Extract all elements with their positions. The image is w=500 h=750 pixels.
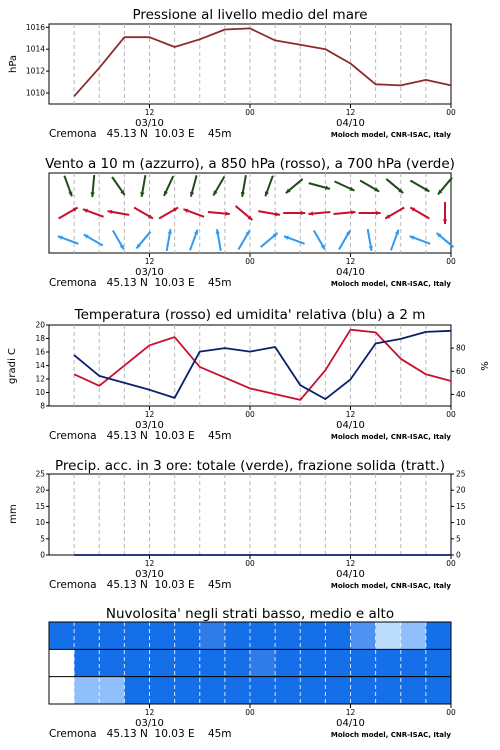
y2-tick-label: 20 [456, 485, 466, 495]
cloud-cell [200, 622, 226, 649]
cloud-cell [175, 649, 201, 676]
wind-arrow-head [83, 209, 88, 213]
wind-arrow-head [351, 210, 356, 214]
date-label: 04/10 [336, 267, 365, 278]
x-ticks [135, 253, 456, 278]
cloud-cell [426, 622, 452, 649]
model-label: Moloch model, CNR-ISAC, Italy [330, 131, 451, 139]
y-ticks [35, 470, 49, 560]
cloud-cell [325, 677, 351, 704]
date-label: 04/10 [336, 718, 365, 729]
plot-area [49, 474, 451, 555]
cloud-cell [49, 677, 75, 704]
humidity-line [74, 331, 451, 399]
y-tick-label: 12 [35, 374, 45, 384]
cloud-cell [376, 649, 402, 676]
y2-ticks [451, 470, 466, 560]
wind-arrow-head [183, 209, 188, 213]
y2-tick-label: 0 [456, 550, 461, 560]
wind-arrow [216, 229, 221, 251]
cloud-cell [150, 677, 176, 704]
cloud-cell [376, 622, 402, 649]
cloud-cell [49, 622, 75, 649]
location-label: Cremona 45.13 N 10.03 E 45m [49, 579, 232, 591]
wind-arrow-head [91, 192, 95, 197]
wind-arrow [208, 211, 230, 215]
cloud-cell [74, 649, 100, 676]
cloud-cell [426, 649, 452, 676]
wind-arrow-head [301, 211, 306, 215]
date-label: 04/10 [336, 569, 365, 580]
wind-arrow [59, 208, 78, 219]
cloud-cell [74, 622, 100, 649]
y-tick-label: 1012 [25, 66, 45, 76]
wind-arrow-head [225, 211, 230, 215]
model-label: Moloch model, CNR-ISAC, Italy [330, 433, 451, 441]
wind-arrow [84, 235, 103, 246]
wind-panel [45, 156, 456, 289]
cloud-cell [325, 649, 351, 676]
wind-arrow [265, 176, 273, 197]
wind-arrow [91, 175, 95, 197]
y2-tick-label: 25 [456, 469, 466, 479]
cloud-cell [426, 677, 452, 704]
wind-arrow [334, 210, 356, 214]
wind-arrow [391, 230, 399, 251]
cloud-cells [49, 622, 452, 704]
plot-area [49, 24, 451, 104]
x-tick-label: 00 [446, 708, 456, 717]
wind-arrow [213, 176, 224, 195]
grid [74, 24, 426, 104]
wind-vectors [58, 175, 454, 251]
x-tick-label: 12 [345, 410, 356, 419]
location-label: Cremona 45.13 N 10.03 E 45m [49, 128, 232, 140]
x-tick-label: 12 [144, 108, 155, 117]
wind-arrow [164, 176, 173, 196]
cloud-cell [225, 649, 251, 676]
date-label: 03/10 [135, 118, 164, 129]
wind-arrow [108, 210, 130, 215]
x-tick-label: 12 [345, 559, 356, 568]
grid [74, 474, 426, 555]
wind-arrow [258, 211, 280, 216]
date-label: 03/10 [135, 267, 164, 278]
cloud-cell [300, 622, 326, 649]
x-tick-label: 00 [446, 108, 456, 117]
cloud-cell [250, 622, 276, 649]
cloud-cell [300, 677, 326, 704]
cloud-cell [250, 649, 276, 676]
wind-arrow [183, 209, 204, 217]
y2-ticks [451, 344, 466, 399]
y-tick-label: 1010 [25, 88, 45, 98]
y-axis-label: mm [8, 504, 19, 524]
location-label: Cremona 45.13 N 10.03 E 45m [49, 728, 232, 740]
series [74, 28, 451, 96]
chart-title: Precip. acc. in 3 ore: totale (verde), frazione solida (tratt.) [55, 458, 445, 474]
cloud-cell [200, 677, 226, 704]
cloud-cell [275, 677, 301, 704]
x-ticks [135, 406, 456, 431]
date-label: 04/10 [336, 118, 365, 129]
wind-arrow [190, 230, 198, 251]
wind-arrow [309, 183, 330, 190]
pressure-panel [8, 7, 456, 140]
cloud-cell [200, 649, 226, 676]
wind-arrow [314, 230, 325, 249]
y-axis-label: hPa [8, 54, 19, 74]
wind-arrow-head [284, 236, 289, 240]
cloud-cell [401, 649, 427, 676]
y2-tick-label: 10 [456, 518, 466, 528]
wind-arrow [239, 230, 250, 249]
wind-arrow-head [443, 219, 447, 224]
wind-arrow [339, 230, 350, 249]
y-ticks [26, 23, 49, 98]
date-label: 03/10 [135, 569, 164, 580]
grid [74, 325, 426, 406]
x-tick-label: 00 [245, 559, 255, 568]
cloud-cover-panel [49, 606, 456, 740]
wind-arrow [64, 176, 72, 197]
wind-arrow [159, 208, 178, 219]
cloud-cell [124, 622, 150, 649]
cloud-cell [325, 622, 351, 649]
wind-arrow [410, 181, 429, 192]
wind-arrow [359, 211, 381, 215]
wind-arrow-head [410, 236, 415, 240]
model-label: Moloch model, CNR-ISAC, Italy [330, 582, 451, 590]
x-tick-label: 12 [144, 410, 155, 419]
wind-arrow [136, 232, 150, 249]
wind-arrow-head [58, 236, 63, 240]
cloud-cell [74, 677, 100, 704]
x-tick-label: 00 [245, 108, 255, 117]
x-tick-label: 12 [144, 559, 155, 568]
wind-arrow [134, 208, 153, 219]
cloud-cell [124, 677, 150, 704]
y-tick-label: 25 [35, 469, 45, 479]
wind-arrow [140, 175, 145, 197]
wind-arrow [58, 236, 79, 244]
y-tick-label: 1014 [25, 44, 45, 54]
cloud-cell [175, 622, 201, 649]
cloud-cell [124, 649, 150, 676]
chart-title: Nuvolosita' negli strati basso, medio e alto [105, 606, 395, 622]
y-tick-label: 5 [40, 534, 45, 544]
y-tick-label: 10 [35, 518, 45, 528]
wind-arrow [167, 229, 172, 251]
cloud-cell [49, 649, 75, 676]
wind-arrow [443, 202, 447, 224]
cloud-cell [150, 622, 176, 649]
y-tick-label: 20 [35, 320, 45, 330]
wind-arrow [360, 181, 379, 192]
y2-tick-label: 60 [456, 366, 466, 376]
model-label: Moloch model, CNR-ISAC, Italy [330, 731, 451, 739]
x-tick-label: 12 [144, 708, 155, 717]
wind-arrow-head [194, 230, 198, 235]
x-tick-label: 12 [345, 257, 356, 266]
plot-area [49, 325, 451, 406]
y2-tick-label: 40 [456, 389, 466, 399]
wind-arrow [283, 211, 305, 215]
chart-title: Vento a 10 m (azzurro), a 850 hPa (rosso), a 700 hPa (verde) [45, 156, 455, 172]
y-tick-label: 10 [35, 388, 45, 397]
y-tick-label: 1016 [25, 22, 45, 32]
cloud-cell [250, 677, 276, 704]
cloud-cell [225, 677, 251, 704]
cloud-cell [401, 622, 427, 649]
chart-title: Temperatura (rosso) ed umidita' relativa (blu) a 2 m [74, 307, 426, 323]
date-label: 03/10 [135, 420, 164, 431]
series [74, 330, 451, 400]
y-tick-label: 14 [35, 361, 45, 370]
chart-title: Pressione al livello medio del mare [132, 7, 368, 23]
wind-arrow [438, 178, 452, 195]
y-tick-label: 18 [35, 334, 45, 343]
wind-arrow-head [308, 211, 313, 215]
x-tick-label: 00 [245, 257, 255, 266]
wind-arrow [335, 181, 355, 190]
cloud-cell [275, 622, 301, 649]
wind-arrow-head [395, 230, 399, 235]
x-ticks [135, 555, 456, 580]
wind-arrow [190, 175, 197, 196]
x-ticks [135, 704, 456, 729]
wind-arrow [284, 236, 305, 244]
wind-arrow [410, 236, 431, 244]
date-label: 04/10 [336, 420, 365, 431]
y2-tick-label: 5 [456, 534, 461, 544]
cloud-cell [351, 677, 377, 704]
x-ticks [135, 104, 456, 129]
y2-tick-label: 80 [456, 343, 466, 353]
x-tick-label: 12 [345, 108, 356, 117]
cloud-cell [300, 649, 326, 676]
wind-arrow [83, 209, 104, 217]
wind-arrow [113, 230, 124, 249]
wind-arrow-head [376, 211, 381, 215]
cloud-cell [351, 622, 377, 649]
wind-arrow [241, 175, 246, 197]
x-tick-label: 12 [345, 708, 356, 717]
cloud-cell [351, 649, 377, 676]
cloud-cell [225, 622, 251, 649]
precipitation-panel [8, 458, 466, 591]
y2-axis-label: % [480, 361, 491, 371]
y2-tick-label: 15 [456, 501, 466, 511]
y-tick-label: 15 [35, 501, 45, 511]
cloud-cell [150, 649, 176, 676]
x-tick-label: 12 [144, 257, 155, 266]
x-tick-label: 00 [446, 410, 456, 419]
temperature-humidity-panel [7, 307, 491, 442]
location-label: Cremona 45.13 N 10.03 E 45m [49, 430, 232, 442]
wind-arrow [410, 208, 429, 219]
cloud-cell [175, 677, 201, 704]
location-label: Cremona 45.13 N 10.03 E 45m [49, 277, 232, 289]
wind-arrow [368, 229, 373, 251]
wind-arrow [385, 208, 404, 219]
cloud-cell [401, 677, 427, 704]
wind-arrow [308, 211, 330, 215]
y-tick-label: 20 [35, 485, 45, 495]
model-label: Moloch model, CNR-ISAC, Italy [330, 280, 451, 288]
cloud-cell [99, 677, 125, 704]
cloud-cell [376, 677, 402, 704]
y-tick-label: 0 [40, 550, 45, 560]
date-label: 03/10 [135, 718, 164, 729]
cloud-cell [275, 649, 301, 676]
cloud-cell [99, 649, 125, 676]
cloud-cell [99, 622, 125, 649]
pressure-line [74, 28, 451, 96]
y-ticks [35, 321, 49, 411]
x-tick-label: 00 [446, 257, 456, 266]
x-tick-label: 00 [446, 559, 456, 568]
wind-arrow [112, 177, 125, 195]
y-tick-label: 16 [35, 347, 45, 357]
wind-arrow-head [68, 191, 72, 196]
x-tick-label: 00 [245, 410, 255, 419]
y-tick-label: 8 [40, 401, 45, 411]
y-axis-label: gradi C [7, 348, 18, 384]
plot-area [49, 173, 451, 253]
wind-arrow-head [265, 191, 269, 196]
x-tick-label: 00 [245, 708, 255, 717]
